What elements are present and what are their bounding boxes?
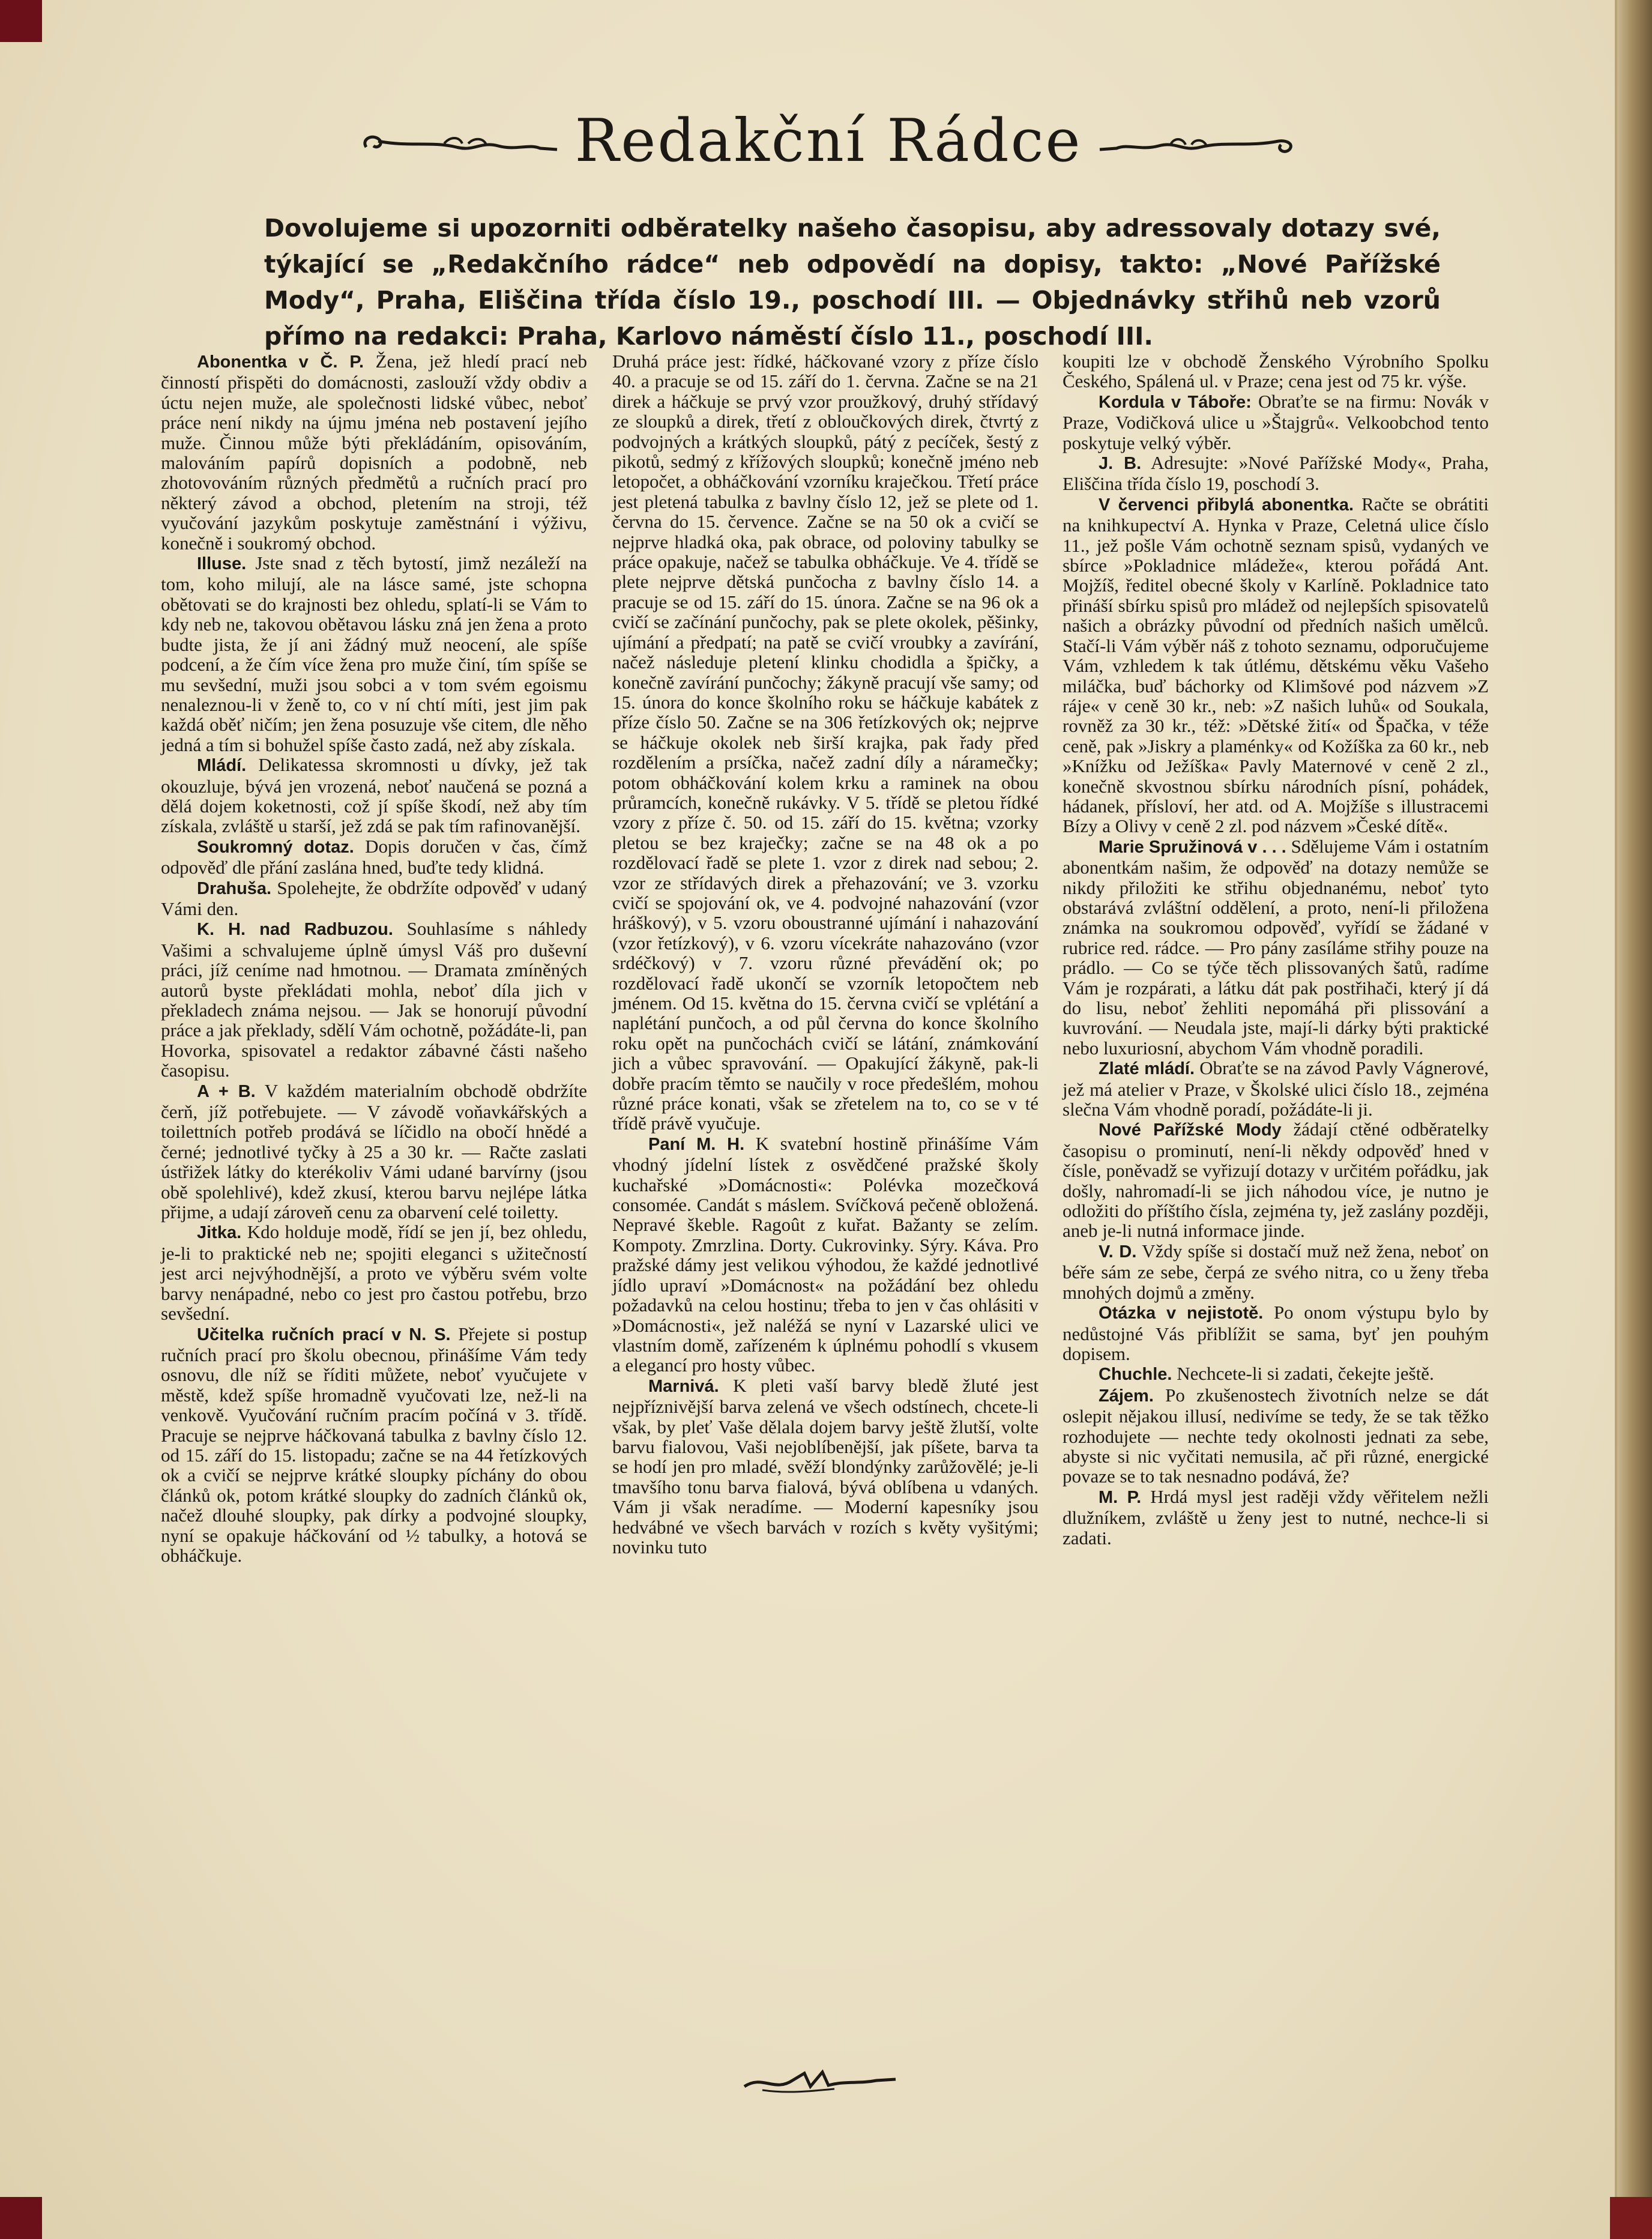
- answer-text: Po onom výstupu bylo by nedůstojné Vás přiblížit se sama, byť jen pouhým dopisem.: [1063, 1302, 1489, 1364]
- addressee-name: Abonentka v Č. P.: [197, 352, 364, 372]
- addressee-name: J. B.: [1099, 454, 1142, 474]
- answer-text: Jste snad z těch bytostí, jimž nezáleží na tom, koho milují, ale na lásce samé, jste schopna obětovati se do krajnosti bez ohledu, splatí-li se Vám to kdy neb ne, takovou obětavou lásku zná jen žena a proto budte jista, že jí ani žádný muž neocení, ale spíše podcení, a že čím více žena pro muže činí, tím spíše se mu sevšední, muži jsou sobci a v tom svém egoismu nenaleznou-li v ženě to, co v ní chtí míti, jest jim pak každá oběť ničím; jen žena posuzuje vše citem, dle něho jedná a tím si bohužel spíše často zadá, než aby získala.: [161, 552, 587, 755]
- addressee-name: A + B.: [197, 1081, 256, 1101]
- addressee-name: Soukromný dotaz.: [197, 837, 354, 857]
- answer-paragraph: [1063, 391, 1489, 453]
- answer-paragraph: [1063, 1364, 1489, 1385]
- editorial-notice: Dovolujeme si upozorniti odběratelky našeho časopisu, aby adressovaly dotazy své, týkající se „Redakčního rádce“ neb odpovědí na dopisy, takto: „Nové Pařížské Mody“, Praha, Eliščina třída číslo 19., poschodí III. — Objednávky střihů neb vzorů přímo na redakci: Praha, Karlovo náměstí číslo 11., poschodí III.: [264, 214, 1441, 351]
- answer-text: K svatební hostině přinášíme Vám vhodný jídelní lístek z osvědčené pražské školy kuchařské »Domácnosti«: Polévka mozečková consomée. Candát s máslem. Svíčková pečeně obložená. Nepravé škeble. Ragoût z kuřat. Bažanty se zelím. Kompoty. Zmrzlina. Dorty. Cukrovinky. Sýry. Káva. Pro pražské dámy jest velikou výhodou, že každé jednotlivé jídlo upraví »Domácnost« na požádání bez ohledu požadavků na celou hostinu; třeba to jen v čas ohlásiti v »Domácnosti«, jež naléžá se nyní v Lazarské ulici ve vlastním domě, zařízeném k úplnému pohodlí s vkusem a elegancí pro hosty vůbec.: [612, 1132, 1039, 1376]
- answer-paragraph: [1063, 351, 1489, 391]
- answer-paragraph: [612, 351, 1039, 1134]
- answer-paragraph: [612, 1134, 1039, 1376]
- answer-text: Sdělujeme Vám i ostatním abonentkám našim, že odpověď na dotazy nemůže se nikdy přiložiti ke střihu objednanému, neboť tyto obstarává zvláštní oddělení, a proto, není-li přiložena známka na soukromou odpověď, vyřídí se žádané v rubrice red. rádce. — Pro pány zasíláme střihy pouze na prádlo. — Co se týče těch plissovaných šatů, radíme Vám je rozpárati, a látku dát pak postřihači, který jí dá do lisu, neboť žehliti nepomáhá při plissování a kuvrování. — Neudala jste, mají-li dárky býti praktické nebo luxuriosní, abychom Vám vhodně poradili.: [1063, 835, 1489, 1059]
- answer-text: Po zkušenostech životních nelze se dát oslepit nějakou illusí, nedivíme se tedy, že se tak těžko rozhodujete — nechte tedy okolnosti jednati za sebe, abyste si nic vyčitati nemusila, ač při různé, energické povaze se to tak nesnadno podává, že?: [1063, 1384, 1489, 1487]
- answer-paragraph: [1063, 453, 1489, 494]
- answer-paragraph: [161, 919, 587, 1080]
- footer-ornament-icon: [738, 2062, 900, 2098]
- answer-paragraph: [1063, 1385, 1489, 1487]
- addressee-name: Drahuša.: [197, 878, 272, 898]
- answer-paragraph: [161, 836, 587, 878]
- answer-text: Dopis doručen v čas, čímž odpověď dle přání zaslána hned, buďte tedy klidná.: [161, 835, 587, 878]
- addressee-name: Marnivá.: [648, 1376, 719, 1396]
- corner-mark: [1610, 2197, 1652, 2239]
- answer-text: Nechcete-li si zadati, čekejte ještě.: [1172, 1363, 1434, 1385]
- column-right: [1063, 351, 1489, 1548]
- answer-paragraph: [1063, 1302, 1489, 1364]
- answer-paragraph: [1063, 1241, 1489, 1302]
- addressee-name: Zájem.: [1099, 1386, 1154, 1406]
- page-title: Redakční Rádce: [574, 107, 1082, 175]
- column-middle: [612, 351, 1039, 1557]
- corner-mark: [0, 2197, 42, 2239]
- answer-text: Adresujte: »Nové Pařížské Mody«, Praha, Eliščina třída číslo 19, poschodí 3.: [1063, 452, 1489, 495]
- answer-paragraph: [161, 351, 587, 553]
- addressee-name: Mládí.: [197, 756, 247, 776]
- answer-paragraph: [1063, 1119, 1489, 1240]
- addressee-name: Nové Pařížské Mody: [1099, 1120, 1282, 1140]
- addressee-name: Illuse.: [197, 554, 247, 574]
- right-flourish-icon: [1099, 123, 1297, 165]
- column-left: [161, 351, 587, 1565]
- answer-paragraph: [161, 1222, 587, 1323]
- addressee-name: Chuchle.: [1099, 1365, 1172, 1385]
- answer-paragraph: [1063, 1487, 1489, 1548]
- answer-paragraph: [161, 1081, 587, 1222]
- answer-text: Obraťte se na firmu: Novák v Praze, Vodičková ulice u »Štajgrů«. Velkoobchod tento poskytuje velký výběr.: [1063, 390, 1489, 453]
- answer-text: Delikatessa skromnosti u dívky, jež tak okouzluje, bývá jen vrozená, neboť naučená se pozná a dělá dojem koketnosti, což jí spíše škodí, než aby tím získala, zvláště u starší, jež zdá se pak tím rafinovanější.: [161, 754, 587, 837]
- addressee-name: Učitelka ručních prací v N. S.: [197, 1325, 451, 1344]
- answer-text: Račte se obrátiti na knihkupectví A. Hynka v Praze, Celetná ulice číslo 11., jež pošle Vám ochotně seznam spisů, vydaných ve sbírce »Pokladnice mládeže«, kterou pořádá Ant. Mojžíš, ředitel obecné školy v Karlíně. Pokladnice tato přináší sbírku spisů pro mládež od nejlepších spisovatelů našich a obrázky původní od předních našich umělců. Stačí-li Vám výběr náš z tohoto seznamu, odporučujeme Vám, vzhledem k tak útlému, dětskému věku Vašeho miláčka, buď báchorky od Klimšové pod názvem »Z ráje« v ceně 30 kr., neb: »Z našich luhů« od Soukala, rovněž za 30 kr., též: »Dětské žití« od Špačka, v téže ceně, pak »Jiskry a plaménky« od Kožíška za 60 kr., neb »Knížku od Ježíška« Pavly Maternové v ceně 2 zl., konečně skvostnou sbírku národních písní, pohádek, hádanek, přísloví, her atd. od A. Mojžíše s illustracemi Bízy a Olivy v ceně 2 zl. pod názvem »České dítě«.: [1063, 493, 1489, 837]
- answer-text: Hrdá mysl jest raději vždy věřitelem nežli dlužníkem, zvláště u ženy jest to nutné, nechce-li si zadati.: [1063, 1485, 1489, 1549]
- addressee-name: Zlaté mládí.: [1099, 1059, 1195, 1079]
- addressee-name: Marie Spružinová v . . .: [1099, 837, 1286, 857]
- book-spine: [1617, 0, 1652, 2239]
- addressee-name: V. D.: [1099, 1242, 1137, 1262]
- answer-paragraph: [1063, 1058, 1489, 1119]
- answer-paragraph: [1063, 494, 1489, 836]
- answer-text: Obraťte se na závod Pavly Vágnerové, jež má atelier v Praze, v Školské ulici číslo 18., zejména slečna Vám vhodně poradí, požádáte-li ji.: [1063, 1057, 1489, 1120]
- answer-paragraph: [161, 878, 587, 919]
- addressee-name: K. H. nad Radbuzou.: [197, 920, 393, 940]
- answer-text: Přejete si postup ručních prací pro školu obecnou, přinášíme Vám tedy osnovu, dle níž se říditi můžete, neboť vyučujete v městě, kdež spíše hromadně vyučovati lze, než-li na venkově. Vyučování ručním pracím počíná v 3. třídě. Pracuje se nejprve háčkovaná tabulka z bavlny číslo 12. od 15. září do 15. listopadu; začne se na 44 řetízkových ok a cvičí se nejprve krátké sloupky píchány do obou článků ok, potom krátké sloupky do zadních článků ok, načež dlouhé sloupky, pak dírky a podvojné sloupky, nyní se opakuje háčkování od ½ tabulky, a hotová se obháčkuje.: [161, 1323, 588, 1566]
- answer-paragraph: [1063, 836, 1489, 1058]
- answer-paragraph: [161, 755, 587, 836]
- addressee-name: Otázka v nejistotě.: [1099, 1304, 1264, 1323]
- answer-paragraph: [161, 1324, 587, 1566]
- answer-text: Kdo holduje modě, řídí se jen jí, bez ohledu, je-li to praktické neb ne; spojiti eleganci s užitečností jest arci nejvýhodnější, a proto ve výběru svém volte barvy nenápadné, nebo co jest pro častou potřebu, brzo sevšední.: [161, 1221, 587, 1325]
- addressee-name: V červenci přibylá abonentka.: [1099, 495, 1354, 515]
- answer-paragraph: [612, 1376, 1039, 1558]
- answer-text: žádají ctěné odběratelky časopisu o prominutí, není-li někdy odpověď hned v čísle, poněvadž se vyřizují dotazy v určitém pořádku, jak došly, nahromadí-li se jich náhodou více, je nutno je odložiti do příštího čísla, zejména ty, jež zaslány později, aneb je-li nutná informace jinde.: [1063, 1119, 1489, 1242]
- answer-text: Žena, jež hledí prací neb činností přispěti do domácnosti, zaslouží vždy obdiv a úctu nejen muže, ale společnosti lidské vůbec, neboť práce není nikdy na újmu jména neb postavení jejího muže. Činnou může býti překládáním, opisováním, malováním papírů dopisních a podobně, neb zhotovováním různých předmětů a ručních prací pro některý závod a obchod, pletením na stroji, též vyučování jazykům poskytuje zaměstnání i výživu, konečně i soukromý obchod.: [161, 351, 587, 554]
- answer-text: V každém materialním obchodě obdržíte čerň, jíž potřebujete. — V závodě voňavkářských a toilettních potřeb prodává se líčidlo na obočí hnědé a černé; jednotlivé tyčky à 25 a 30 kr. — Račte zaslati ústřižek látky do kterékoliv Vámi udané barvírny (jsou obě spolehlivé), kdež zkusí, kterou barvu nejlépe látka přijme, a udají zároveň cenu za obarvení celé toiletty.: [161, 1080, 587, 1223]
- answer-text: Souhlasíme s náhledy Vašimi a schvalujeme úplně úmysl Váš pro duševní práci, jíž ceníme nad hmotnou. — Dramata zmíněných autorů byste překládati mohla, neboť díla jich v překladech známa nejsou. — Jak se honorují původní práce a jak překlady, sdělí Vám ochotně, požádáte-li, pan Hovorka, spisovatel a redaktor zábavné části našeho časopisu.: [161, 918, 587, 1081]
- answer-text: Druhá práce jest: řídké, háčkované vzory z příze číslo 40. a pracuje se od 15. září do 1. června. Začne se na 21 direk a háčkuje se prvý vzor proužkový, druhý střídavý ze sloupků a direk, třetí z obloučkových direk, čtvrtý z podvojných a krátkých sloupků, pátý z pecíček, šestý z pikotů, sedmý z křížových sloupků; konečně jméno neb letopočet, a obháčkování vzorníku kraječkou. Třetí práce jest pletená tabulka z bavlny číslo 12, jež se plete od 1. června do 15. července. Začne se na 50 ok a cvičí se nejprve hladká oka, pak obrace, od poloviny tabulky se práce opakuje, načež se tabulka obháčkuje. Ve 4. třídě se plete nejprve dětská punčocha z bavlny číslo 14. a pracuje se od 15. září do 15. února. Začne se na 96 ok a cvičí se začínání punčochy, pak se plete okolek, pěšinky, ujímání a předpatí; na patě se cvičí vroubky a zavírání, načež následuje pletení klinku chodidla a špičky, a konečně zavírání punčochy; žákyně pracují vše samy; od 15. února do konce školního roku se háčkuje kabátek z příze číslo 50. Začne se na 306 řetízkových ok; nejprve se háčkuje okolek neb širší krajka, pak řady před rozdělením a prsíčka, načež zadní díly a náramečky; potom obháčkování kolem krku a raminek na obou průramcích, konečně rukávky. V 5. třídě se pletou řídké vzory z příze č. 50. od 15. září do 15. května; vzorky pletou se bez kraječky; začne se na 48 ok a po rozdělovací řadě se plete 1. vzor z direk nad sebou; 2. vzor ze střídavých direk a přehazování; ve 3. vzorku cvičí se spojování ok, ve 4. podvojné nahazování (vzor hráškový), v 5. vzoru oboustranné ujímání i nahazování (vzor řetízkový), v 6. vzoru vícekráte nahazováno (vzor srdéčkový) v 7. vzoru různé převádění ok; po rozdělovací řadě ukončí se vzorník letopočtem neb jménem. Od 15. května do 15. června cvičí se vplétání a naplétání punčoch, a od půl června do konce školního roku opět na punčochách cvičí se látání, známkování jich a vůbec spravování. — Opakující žákyně, pak-li dobře pracím těmto se naučily v roce předešlém, mohou různé práce konati, však se zřetelem na to, co se v té třídě právě vyučuje.: [612, 351, 1039, 1134]
- answer-paragraph: [161, 553, 587, 755]
- answer-text: Spolehejte, že obdržíte odpověď v udaný Vámi den.: [161, 877, 587, 919]
- addressee-name: Jitka.: [197, 1223, 242, 1243]
- addressee-name: M. P.: [1099, 1487, 1142, 1507]
- answer-text: koupiti lze v obchodě Ženského Výrobního Spolku Českého, Spálená ul. v Praze; cena jest od 75 kr. výše.: [1063, 351, 1489, 392]
- addressee-name: Kordula v Táboře:: [1099, 392, 1252, 412]
- corner-mark: [0, 0, 42, 42]
- page-header: [360, 105, 1297, 177]
- addressee-name: Paní M. H.: [648, 1134, 745, 1154]
- answer-text: K pleti vaší barvy bledě žluté jest nejpříznivější barva zelená ve všech odstínech, chcete-li však, by pleť Vaše dělala dojem barvy ještě žlutší, volte barvu fialovou, Vaši nejoblíbenější, jak píšete, barva ta se hodí jen pro mladé, svěží blondýnky zarůžovělé; je-li tmavšího tonu barva fialová, bývá oblíbena u vdaných. Vám ji však neradíme. — Moderní kapesníky jsou hedvábné ve všech barvách v rozích s květy vyšitými; novinku tuto: [612, 1374, 1039, 1558]
- answer-text: Vždy spíše si dostačí muž než žena, neboť on béře sám ze sebe, čerpá ze svého nitra, co u ženy třeba mnohých dojmů a změny.: [1063, 1240, 1489, 1303]
